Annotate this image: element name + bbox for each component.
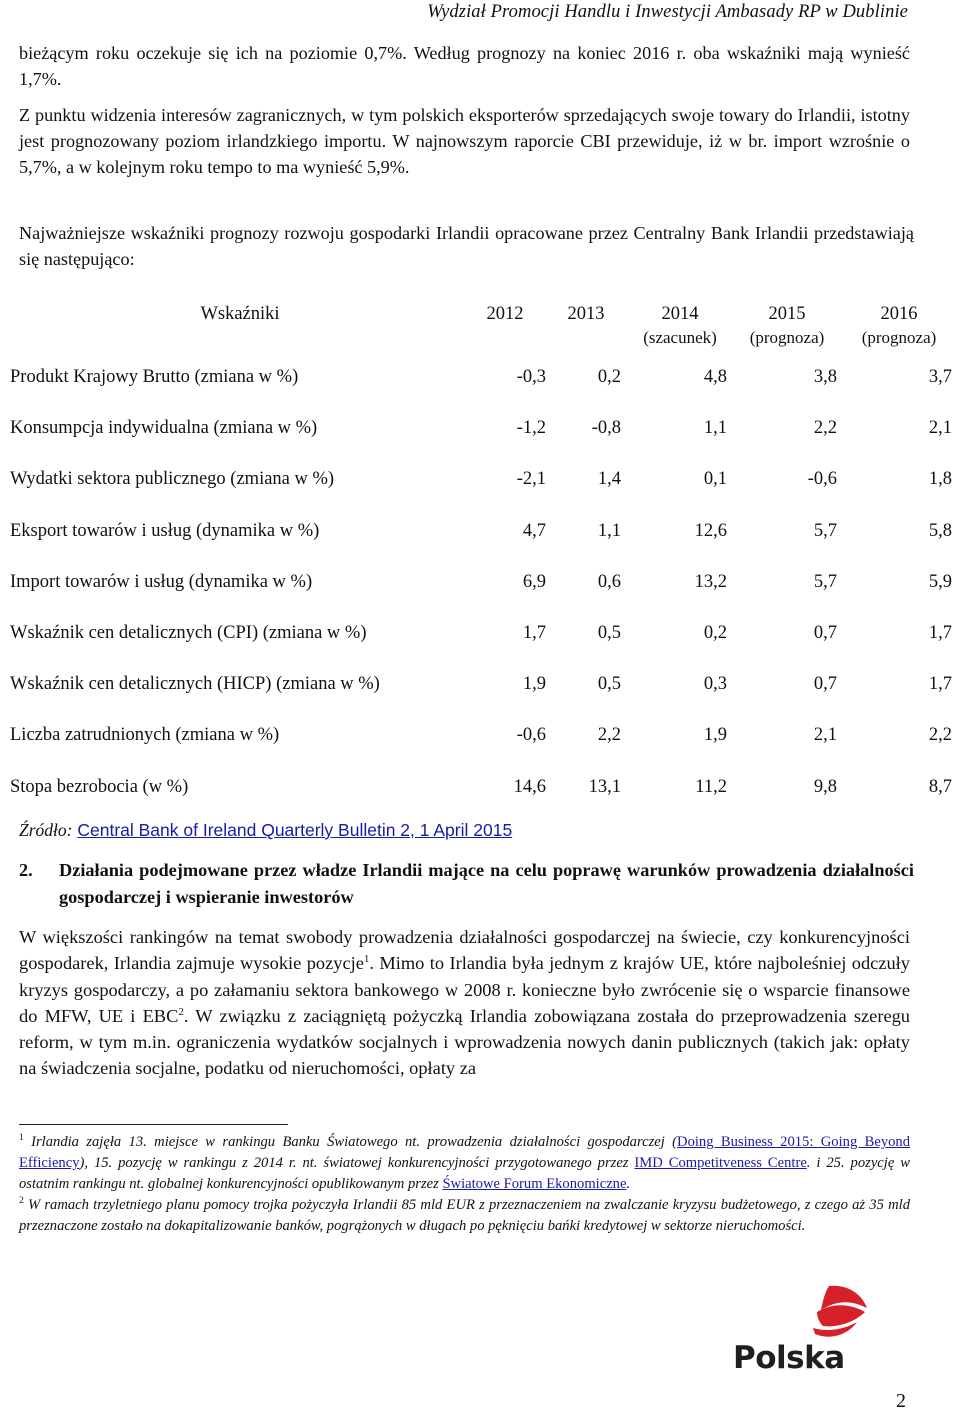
table-cell-value: 13,2 [694, 571, 727, 592]
table-cell-value: 3,7 [928, 367, 952, 387]
table-cell-value: 1,9 [522, 674, 546, 695]
source-line [19, 820, 512, 841]
header-year-note: (szacunek) [643, 328, 717, 347]
table-cell-value: 1,4 [597, 469, 621, 490]
footnote-divider [19, 1124, 288, 1125]
table-cell-value: -0,8 [591, 418, 621, 439]
table-cell-value: -0,6 [516, 725, 546, 746]
table-row-label: Import towarów i usług (dynamika w %) [10, 571, 313, 592]
footnote-2 [19, 1195, 910, 1237]
page-header-title: Wydział Promocji Handlu i Inwestycji Ambasady RP w Dublinie [427, 2, 908, 22]
table-cell-value: 4,7 [522, 520, 546, 541]
table-cell-value: 0,1 [703, 469, 727, 490]
table-cell-value: 1,8 [928, 469, 952, 490]
polska-logo [733, 1282, 873, 1392]
footnote-1-text-c: . i 25. pozycję w ostatnim rankingu nt. globalnej konkurencyjności opublikowanym przez [19, 1155, 910, 1192]
p4-text-3: . W związku z zaciągniętą pożyczką Irlandia zobowiązana została do przeprowadzenia szeregu reform, w tym m.in. ograniczenia wydatków socjalnych i wprowadzenia nowych danin publicznych (takich jak: opłaty na świadczenia socjalne, podatku od nieruchomości, opłaty za [19, 1005, 910, 1079]
footnote-1-text-d: . [626, 1176, 631, 1192]
table-row-label: Wydatki sektora publicznego (zmiana w %) [10, 469, 335, 490]
table-cell-value: 2,2 [813, 418, 837, 439]
doing-business-link[interactable]: Doing Business 2015: Going Beyond Efficiency [19, 1134, 911, 1171]
table-cell-value: -0,6 [807, 469, 837, 490]
table-cell-value: 12,6 [694, 520, 727, 541]
header-year-note: (prognoza) [749, 328, 825, 347]
header-year-value: 2016 [880, 304, 918, 324]
table-cell-value: 1,7 [522, 623, 546, 643]
table-cell-value: 1,9 [703, 725, 727, 746]
table-cell-value: 0,5 [597, 623, 621, 643]
wef-link[interactable]: Światowe Forum Ekonomiczne [442, 1176, 627, 1192]
section-heading [19, 857, 914, 911]
header-year-value: 2014 [661, 304, 699, 324]
table-header-year [839, 302, 959, 350]
footnote-1-text-b: ), 15. pozycję w rankingu z 2014 r. nt. światowej konkurencyjności przygotowanego przez [79, 1155, 635, 1171]
footnote-ref-1[interactable]: 1 [363, 953, 370, 966]
table-cell-value: 4,8 [703, 367, 727, 387]
table-cell-value: 1,7 [928, 674, 952, 695]
table-cell-value: 1,7 [928, 623, 952, 643]
table-cell-value: -2,1 [516, 469, 546, 490]
p4-text-1: W większości rankingów na temat swobody prowadzenia działalności gospodarczej na świecie, czy konkurencyjności gospodarek, Irlandia zajmuje wysokie pozycje [19, 927, 910, 974]
source-link[interactable]: Central Bank of Ireland Quarterly Bulletin 2, 1 April 2015 [77, 820, 513, 840]
table-cell-value: 0,2 [597, 367, 621, 387]
table-row-label: Produkt Krajowy Brutto (zmiana w %) [10, 367, 299, 387]
source-label: Źródło: [19, 820, 73, 840]
table-cell-value: 1,1 [597, 520, 621, 541]
table-cell-value: -1,2 [516, 418, 546, 439]
table-cell-value: 8,7 [928, 776, 952, 797]
table-row-label: Eksport towarów i usług (dynamika w %) [10, 520, 320, 541]
table-row-label: Wskaźnik cen detalicznych (CPI) (zmiana w %) [10, 623, 367, 643]
table-cell-value: 3,8 [813, 367, 837, 387]
table-cell-value: 5,7 [813, 571, 837, 592]
table-cell-value: -0,3 [516, 367, 546, 387]
footnote-2-marker: 2 [19, 1196, 24, 1207]
table-cell-value: 2,1 [813, 725, 837, 746]
table-cell-value: 11,2 [695, 776, 727, 797]
table-cell-value: 0,2 [703, 623, 727, 643]
table-cell-value: 1,1 [703, 418, 727, 439]
table-cell-value: 0,5 [597, 674, 621, 695]
paragraph-table-intro: Najważniejsze wskaźniki prognozy rozwoju gospodarki Irlandii opracowane przez Centralny Bank Irlandii przedstawiają się następująco: [19, 223, 914, 269]
paragraph-import: Z punktu widzenia interesów zagranicznych, w tym polskich eksporterów sprzedających swoje towary do Irlandii, istotny jest prognozowany poziom irlandzkiego importu. W najnowszym raporcie CBI przewiduje, iż w br. import wzrośnie o 5,7%, a w kolejnym roku tempo to ma wynieść 5,9%. [19, 105, 910, 177]
section-number: 2. [19, 860, 33, 880]
table-cell-value: 2,2 [597, 725, 621, 746]
table-cell-value: 6,9 [522, 571, 546, 592]
table-cell-value: 5,9 [928, 571, 952, 592]
table-row-label: Liczba zatrudnionych (zmiana w %) [10, 725, 280, 746]
footnote-ref-2[interactable]: 2 [178, 1005, 184, 1018]
table-cell-value: 2,2 [928, 725, 952, 746]
footnote-1-text-a: Irlandia zajęła 13. miejsce w rankingu Banku Światowego nt. prowadzenia działalności gospodarczej ( [31, 1134, 678, 1150]
table-cell-value: 0,3 [703, 674, 727, 695]
footnote-1-marker: 1 [19, 1133, 24, 1144]
footnote-1 [19, 1132, 910, 1195]
footnote-2-text: W ramach trzyletniego planu pomocy trojka pożyczyła Irlandii 85 mld EUR z przeznaczeniem na zwalczanie kryzysu budżetowego, z czego aż 35 mld przeznaczone zostało na dokapitalizowanie banków, pogrążonych w długach po pęknięciu bańki kredytowej w sektorze nieruchomości. [19, 1197, 910, 1234]
table-cell-value: 0,6 [597, 571, 621, 592]
table-row-label: Konsumpcja indywidualna (zmiana w %) [10, 418, 318, 439]
paragraph-rankings [19, 924, 910, 1082]
table-cell-value: 14,6 [513, 776, 546, 797]
table-header-label: Wskaźniki [200, 304, 280, 324]
table-cell-value: 9,8 [813, 776, 837, 797]
table-row-label: Stopa bezrobocia (w %) [10, 776, 189, 797]
table-cell-value: 5,7 [813, 520, 837, 541]
polska-flag-mark-icon [733, 1282, 873, 1342]
table-header-year [620, 302, 740, 350]
table-cell-value: 0,7 [813, 623, 837, 643]
footnotes [19, 1132, 910, 1237]
table-cell-value: 5,8 [928, 520, 952, 541]
header-year-value: 2012 [486, 304, 524, 324]
table-cell-value: 13,1 [588, 776, 621, 797]
table-row-label: Wskaźnik cen detalicznych (HICP) (zmiana w %) [10, 674, 380, 695]
header-year-value: 2015 [768, 304, 806, 324]
page-number: 2 [896, 1390, 906, 1412]
table-header-year [727, 302, 847, 350]
header-year-value: 2013 [567, 304, 605, 324]
section-title: Działania podejmowane przez władze Irlandii mające na celu poprawę warunków prowadzenia działalności gospodarczej i wspieranie inwestorów [59, 860, 914, 907]
paragraph-inflation: bieżącym roku oczekuje się ich na poziomie 0,7%. Według prognozy na koniec 2016 r. oba wskaźniki mają wynieść 1,7%. [19, 43, 910, 89]
imd-link[interactable]: IMD Competitveness Centre [634, 1155, 807, 1171]
p4-text-2: . Mimo to Irlandia była jednym z krajów UE, które najboleśniej odczuły kryzys gospodarczy, a po załamaniu sektora bankowego w 2008 r. konieczne było zwrócenie się o wsparcie finansowe do MFW, UE i EBC [19, 953, 910, 1026]
polska-logo-text: Polska [733, 1340, 845, 1376]
table-cell-value: 0,7 [813, 674, 837, 695]
table-cell-value: 2,1 [928, 418, 952, 439]
header-year-note: (prognoza) [861, 328, 937, 347]
